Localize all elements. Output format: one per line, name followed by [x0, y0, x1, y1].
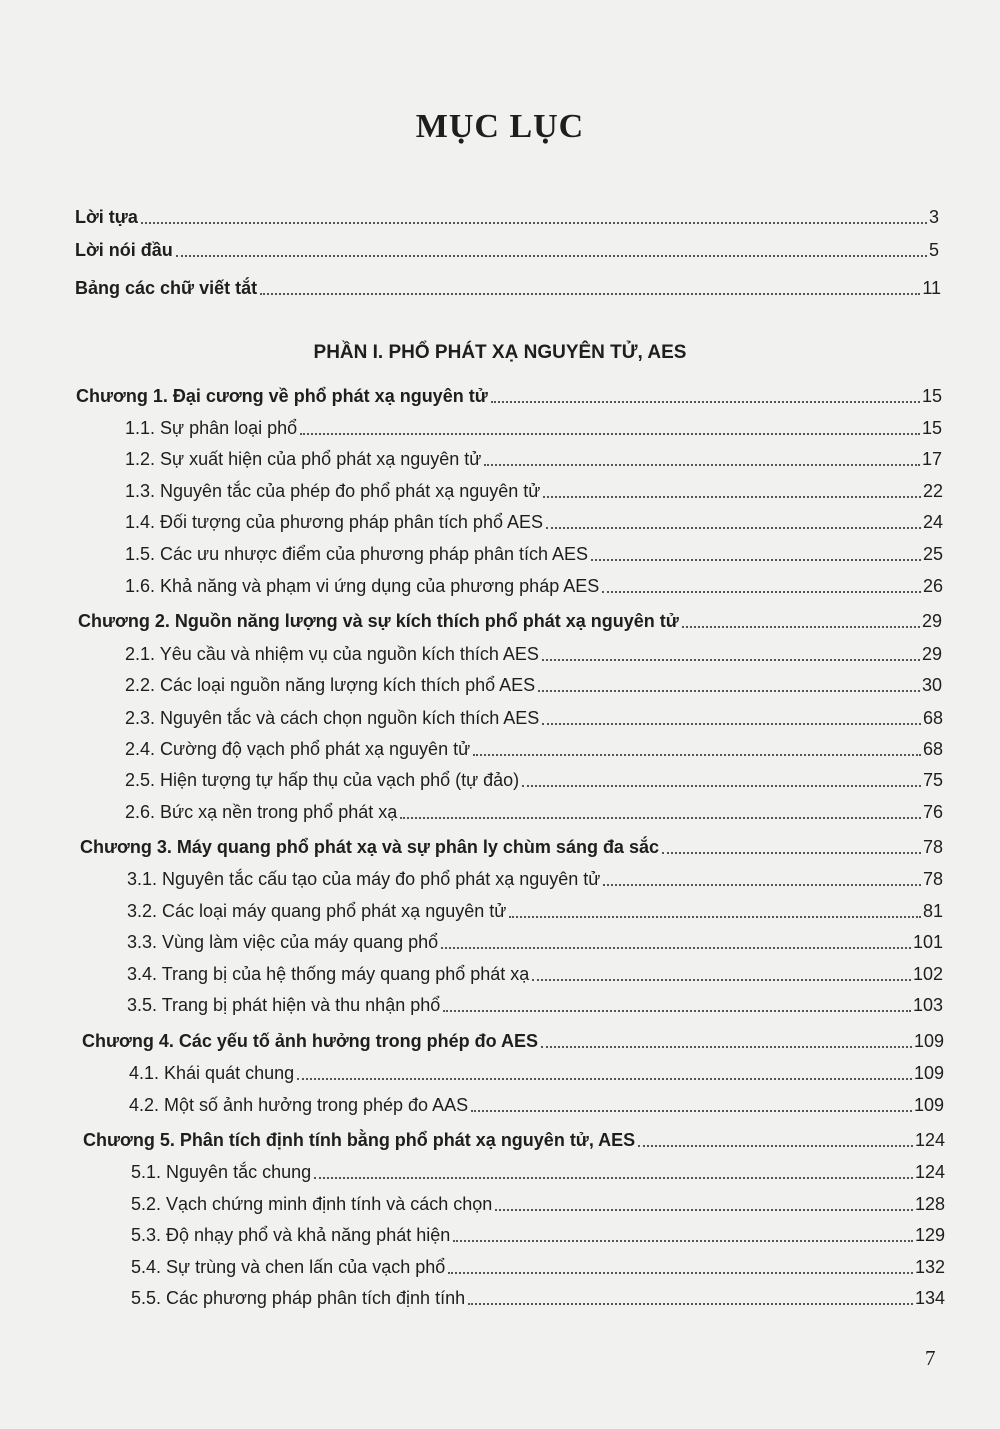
toc-entry-page: 3: [928, 207, 939, 227]
toc-section-1-4: [125, 510, 943, 534]
toc-section-label: 2.2. Các loại nguồn năng lượng kích thích phổ AES: [125, 675, 536, 695]
toc-section-2-6: [125, 800, 943, 824]
toc-section-page: 68: [922, 708, 943, 728]
toc-chapter-4: [82, 1029, 944, 1053]
toc-section-page: 68: [922, 739, 943, 759]
toc-section-label: 2.3. Nguyên tắc và cách chọn nguồn kích thích AES: [125, 708, 540, 728]
toc-section-page: 102: [912, 964, 943, 984]
toc-section-1-2: [125, 447, 942, 471]
toc-section-5-2: [131, 1192, 945, 1216]
dot-leader: [491, 401, 920, 403]
toc-section-5-5: [131, 1286, 945, 1310]
toc-section-2-3: [125, 706, 943, 730]
dot-leader: [546, 527, 921, 529]
toc-chapter-5: [83, 1128, 945, 1152]
dot-leader: [441, 947, 911, 949]
toc-section-label: 2.6. Bức xạ nền trong phổ phát xạ: [125, 802, 398, 822]
toc-section-page: 24: [922, 512, 943, 532]
toc-section-page: 29: [921, 644, 942, 664]
toc-chapter-label: Chương 3. Máy quang phổ phát xạ và sự phân ly chùm sáng đa sắc: [80, 837, 659, 857]
toc-section-3-3: [127, 930, 943, 954]
toc-chapter-page: 109: [913, 1031, 944, 1051]
toc-section-label: 1.6. Khả năng và phạm vi ứng dụng của phương pháp AES: [125, 576, 600, 596]
toc-section-4-1: [129, 1061, 944, 1085]
toc-chapter-page: 15: [921, 386, 942, 406]
toc-section-page: 75: [922, 770, 943, 790]
dot-leader: [662, 852, 921, 854]
toc-section-5-1: [131, 1160, 945, 1184]
toc-section-label: 5.4. Sự trùng và chen lấn của vạch phổ: [131, 1257, 446, 1277]
toc-entry-page: 5: [928, 240, 939, 260]
dot-leader: [532, 979, 911, 981]
dot-leader: [543, 496, 921, 498]
toc-entry-label: Lời tựa: [75, 207, 138, 227]
dot-leader: [473, 754, 921, 756]
toc-section-page: 17: [921, 449, 942, 469]
toc-section-3-1: [127, 867, 943, 891]
dot-leader: [260, 293, 920, 295]
toc-section-page: 134: [914, 1288, 945, 1308]
toc-section-3-4: [127, 962, 943, 986]
dot-leader: [542, 723, 921, 725]
toc-chapter-page: 78: [922, 837, 943, 857]
dot-leader: [591, 559, 921, 561]
toc-section-3-5: [127, 993, 943, 1017]
toc-section-label: 2.4. Cường độ vạch phổ phát xạ nguyên tử: [125, 739, 471, 759]
dot-leader: [495, 1209, 913, 1211]
toc-section-1-3: [125, 479, 943, 503]
toc-section-2-4: [125, 737, 943, 761]
toc-chapter-label: Chương 1. Đại cương về phổ phát xạ nguyên tử: [76, 386, 488, 406]
dot-leader: [538, 690, 920, 692]
dot-leader: [602, 591, 921, 593]
toc-section-page: 109: [913, 1063, 944, 1083]
part-heading: PHẦN I. PHỔ PHÁT XẠ NGUYÊN TỬ, AES: [313, 342, 687, 363]
dot-leader: [638, 1145, 913, 1147]
dot-leader: [453, 1240, 913, 1242]
toc-section-label: 1.1. Sự phân loại phổ: [125, 418, 298, 438]
toc-section-page: 78: [922, 869, 943, 889]
dot-leader: [141, 222, 927, 224]
toc-section-label: 3.4. Trang bị của hệ thống máy quang phổ phát xạ: [127, 964, 530, 984]
dot-leader: [297, 1078, 912, 1080]
toc-chapter-label: Chương 5. Phân tích định tính bằng phổ phát xạ nguyên tử, AES: [83, 1130, 636, 1150]
toc-section-page: 101: [912, 932, 943, 952]
dot-leader: [541, 1046, 912, 1048]
dot-leader: [300, 433, 920, 435]
dot-leader: [448, 1272, 913, 1274]
toc-section-5-4: [131, 1255, 945, 1279]
dot-leader: [522, 785, 921, 787]
toc-section-2-5: [125, 768, 943, 792]
toc-section-2-2: [125, 673, 942, 697]
page-title: MỤC LỤC: [415, 108, 585, 145]
toc-section-page: 132: [914, 1257, 945, 1277]
toc-section-3-2: [127, 899, 943, 923]
toc-section-page: 129: [914, 1225, 945, 1245]
toc-chapter-1: [76, 384, 942, 408]
toc-section-label: 1.3. Nguyên tắc của phép đo phổ phát xạ nguyên tử: [125, 481, 541, 501]
toc-chapter-label: Chương 4. Các yếu tố ảnh hưởng trong phép đo AES: [82, 1031, 538, 1051]
toc-section-1-6: [125, 574, 943, 598]
toc-section-page: 128: [914, 1194, 945, 1214]
toc-section-label: 3.3. Vùng làm việc của máy quang phổ: [127, 932, 439, 952]
toc-section-1-5: [125, 542, 943, 566]
toc-section-label: 2.1. Yêu cầu và nhiệm vụ của nguồn kích thích AES: [125, 644, 539, 664]
toc-chapter-3: [80, 835, 943, 859]
page-number: 7: [925, 1346, 936, 1370]
dot-leader: [400, 817, 921, 819]
toc-entry-front-loi-tua: [75, 205, 939, 229]
toc-section-page: 124: [914, 1162, 945, 1182]
dot-leader: [471, 1110, 912, 1112]
toc-section-page: 25: [922, 544, 943, 564]
toc-entry-page: 11: [922, 278, 941, 298]
toc-section-page: 103: [912, 995, 943, 1015]
dot-leader: [682, 626, 920, 628]
toc-section-label: 5.1. Nguyên tắc chung: [131, 1162, 312, 1182]
toc-section-label: 1.4. Đối tượng của phương pháp phân tích phổ AES: [125, 512, 543, 532]
toc-section-page: 109: [913, 1095, 944, 1115]
toc-section-2-1: [125, 642, 942, 666]
toc-section-label: 5.5. Các phương pháp phân tích định tính: [131, 1288, 466, 1308]
dot-leader: [176, 255, 927, 257]
toc-entry-front-loi-noi-dau: [75, 238, 939, 262]
toc-section-label: 5.2. Vạch chứng minh định tính và cách chọn: [131, 1194, 493, 1214]
toc-chapter-page: 124: [914, 1130, 945, 1150]
toc-section-4-2: [129, 1093, 944, 1117]
toc-section-5-3: [131, 1223, 945, 1247]
dot-leader: [314, 1177, 913, 1179]
toc-section-label: 3.1. Nguyên tắc cấu tạo của máy đo phổ phát xạ nguyên tử: [127, 869, 601, 889]
toc-section-page: 26: [922, 576, 943, 596]
dot-leader: [443, 1010, 911, 1012]
toc-section-label: 4.2. Một số ảnh hưởng trong phép đo AAS: [129, 1095, 469, 1115]
toc-section-page: 15: [921, 418, 942, 438]
toc-entry-label: Bảng các chữ viết tắt: [75, 278, 258, 298]
toc-section-label: 5.3. Độ nhạy phổ và khả năng phát hiện: [131, 1225, 451, 1245]
dot-leader: [603, 884, 921, 886]
toc-section-label: 2.5. Hiện tượng tự hấp thụ của vạch phổ (tự đảo): [125, 770, 520, 790]
toc-entry-label: Lời nói đầu: [75, 240, 173, 260]
toc-section-label: 3.2. Các loại máy quang phổ phát xạ nguyên tử: [127, 901, 507, 921]
toc-section-1-1: [125, 416, 942, 440]
toc-section-page: 30: [921, 675, 942, 695]
toc-section-label: 3.5. Trang bị phát hiện và thu nhận phổ: [127, 995, 441, 1015]
dot-leader: [542, 659, 920, 661]
toc-section-label: 4.1. Khái quát chung: [129, 1063, 295, 1083]
toc-chapter-label: Chương 2. Nguồn năng lượng và sự kích thích phổ phát xạ nguyên tử: [78, 611, 679, 631]
toc-section-page: 81: [922, 901, 943, 921]
toc-section-label: 1.2. Sự xuất hiện của phổ phát xạ nguyên tử: [125, 449, 482, 469]
toc-entry-front-abbreviations: [75, 276, 941, 300]
toc-section-label: 1.5. Các ưu nhược điểm của phương pháp phân tích AES: [125, 544, 589, 564]
toc-chapter-page: 29: [921, 611, 942, 631]
dot-leader: [468, 1303, 913, 1305]
toc-section-page: 22: [922, 481, 943, 501]
dot-leader: [509, 916, 921, 918]
dot-leader: [484, 464, 920, 466]
toc-chapter-2: [78, 609, 942, 633]
toc-section-page: 76: [922, 802, 943, 822]
